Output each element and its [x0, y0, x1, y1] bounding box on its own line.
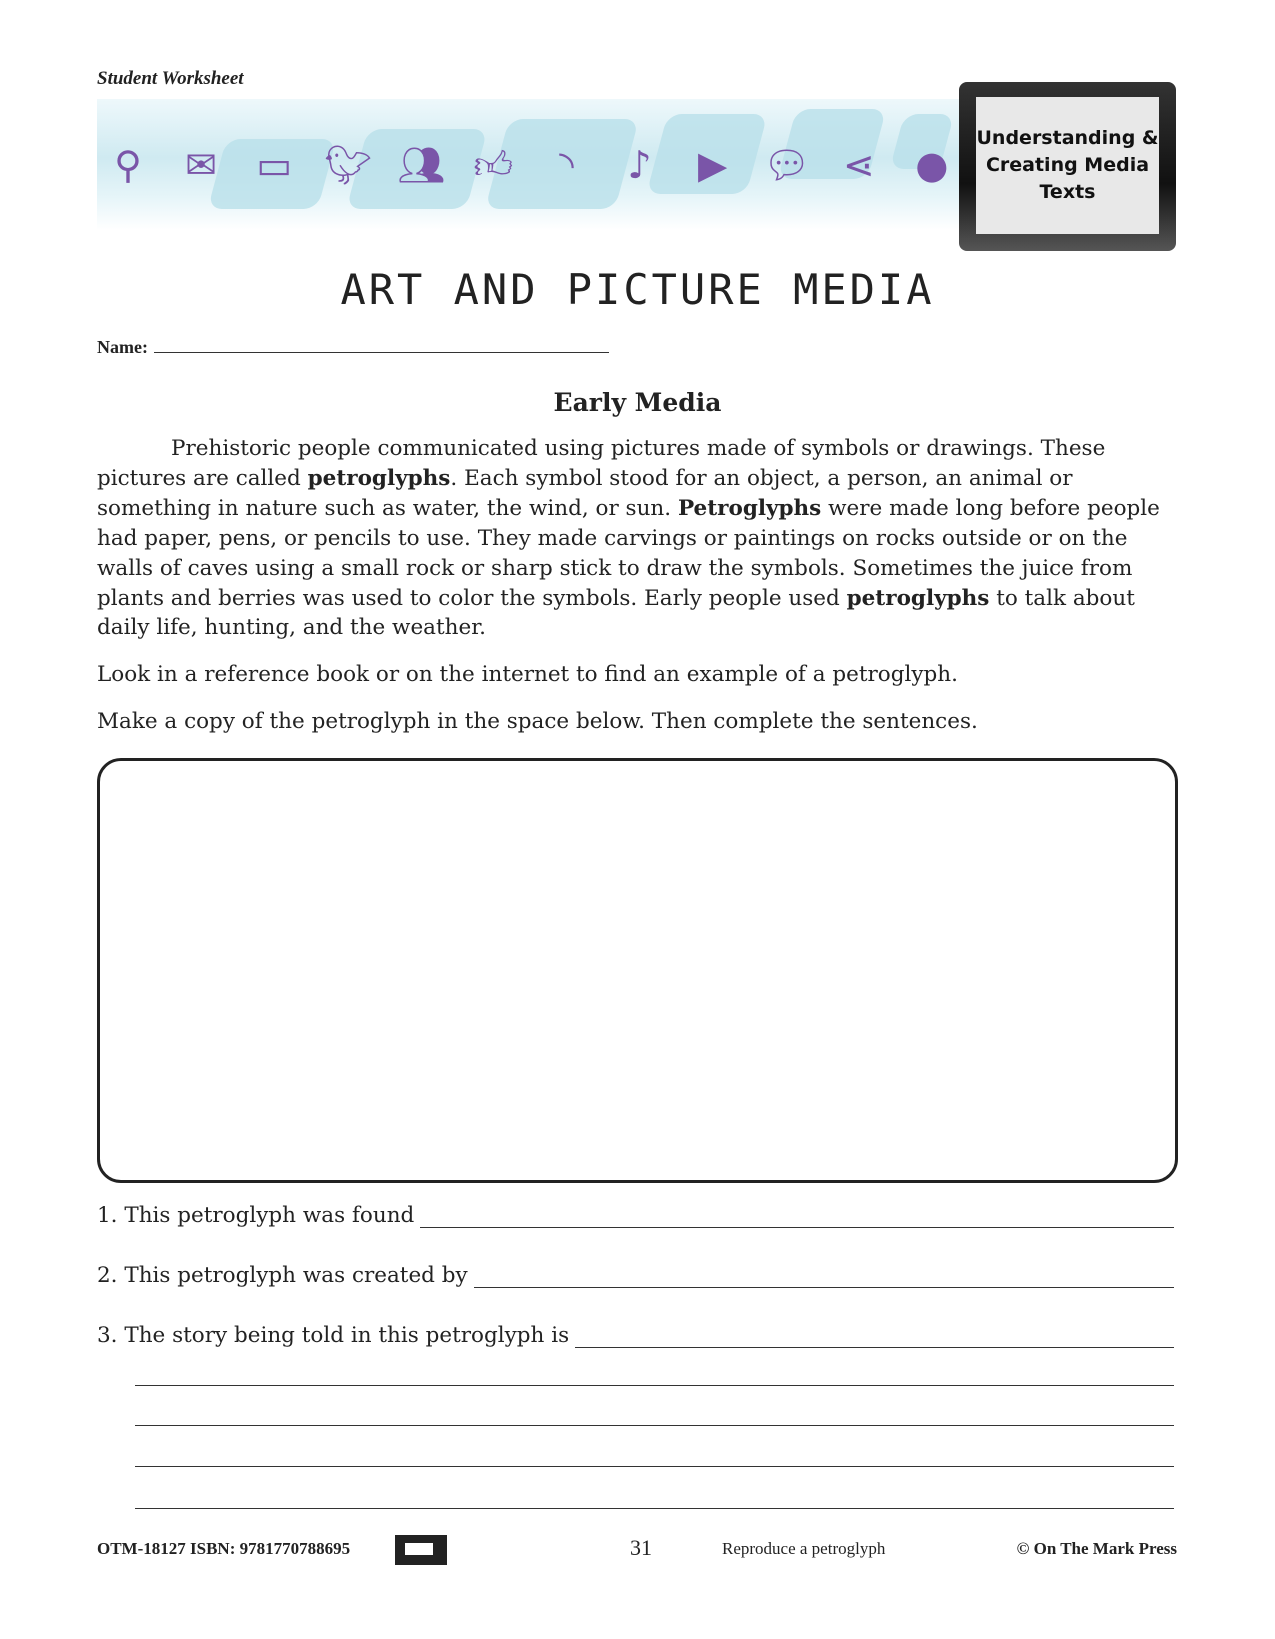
music-note-icon: ♪: [627, 143, 652, 187]
question-1[interactable]: [97, 1203, 1174, 1228]
bold-term: Petroglyphs: [677, 495, 822, 521]
question-text: 2. This petroglyph was created by: [97, 1263, 468, 1288]
badge-text: Understanding & Creating Media Texts: [976, 97, 1159, 234]
laptop-icon: ▭: [256, 143, 293, 187]
answer-line[interactable]: [135, 1466, 1174, 1467]
rss-icon: ◝: [559, 143, 574, 187]
search-icon: ⚲: [114, 143, 142, 187]
share-icon: ⋖: [842, 143, 875, 187]
drawing-box[interactable]: [97, 758, 1178, 1183]
footer-caption: Reproduce a petroglyph: [722, 1539, 886, 1558]
bold-term: petroglyphs: [307, 465, 451, 491]
intro-paragraph: [97, 434, 1182, 643]
play-icon: ▶: [698, 143, 728, 187]
globe-icon: ●: [915, 143, 949, 187]
answer-line[interactable]: [135, 1508, 1174, 1509]
answer-line[interactable]: [135, 1425, 1174, 1426]
instruction-1: Look in a reference book or on the internet to find an example of a petroglyph.: [97, 662, 958, 687]
question-text: 1. This petroglyph was found: [97, 1203, 415, 1228]
chat-bubbles-icon: 💬︎: [762, 143, 811, 187]
tablet-badge: [959, 82, 1176, 251]
answer-line[interactable]: [474, 1265, 1174, 1288]
copyright: © On The Mark Press: [1016, 1539, 1177, 1558]
media-icons: [105, 135, 955, 195]
footer-code: OTM-18127 ISBN: 9781770788695: [97, 1539, 351, 1558]
paragraph-text: Prehistoric people communicated using pictures made of symbols or drawings. These pictures are called: [97, 436, 1106, 491]
name-line[interactable]: [154, 352, 609, 353]
paragraph-text: were made long before people had paper, pens, or pencils to use. They made carvings or paintings on rocks outside or on the walls of caves using a small rock or sharp stick to draw the symbols. Sometimes the juice from plants and berries was used to color the symbols. Early people used: [97, 495, 1160, 611]
bold-term: petroglyphs: [846, 585, 990, 611]
answer-line[interactable]: [135, 1385, 1174, 1386]
worksheet-label: Student Worksheet: [97, 68, 244, 89]
section-title: Early Media: [553, 388, 722, 417]
twitter-bird-icon: 🐦︎: [324, 143, 373, 187]
paragraph-text: to talk about daily life, hunting, and the weather.: [97, 585, 1135, 641]
name-field[interactable]: [97, 337, 609, 358]
question-3[interactable]: [97, 1323, 1174, 1348]
paragraph-text: . Each symbol stood for an object, a person, an animal or something in nature such as water, the wind, or sun.: [97, 465, 1073, 521]
page-title: ART AND PICTURE MEDIA: [340, 265, 935, 314]
name-label: Name:: [97, 337, 148, 357]
people-icon: 👥︎: [397, 143, 446, 187]
instruction-2: Make a copy of the petroglyph in the space below. Then complete the sentences.: [97, 709, 978, 734]
copier-icon: [395, 1535, 447, 1565]
footer: [97, 1533, 1177, 1563]
question-2[interactable]: [97, 1263, 1174, 1288]
answer-line[interactable]: [420, 1205, 1174, 1228]
thumbs-up-icon: 👍︎: [473, 143, 514, 187]
answer-line[interactable]: [575, 1325, 1174, 1348]
page-number: 31: [630, 1535, 652, 1560]
mail-icon: ✉: [185, 143, 217, 187]
question-text: 3. The story being told in this petroglyph is: [97, 1323, 570, 1348]
